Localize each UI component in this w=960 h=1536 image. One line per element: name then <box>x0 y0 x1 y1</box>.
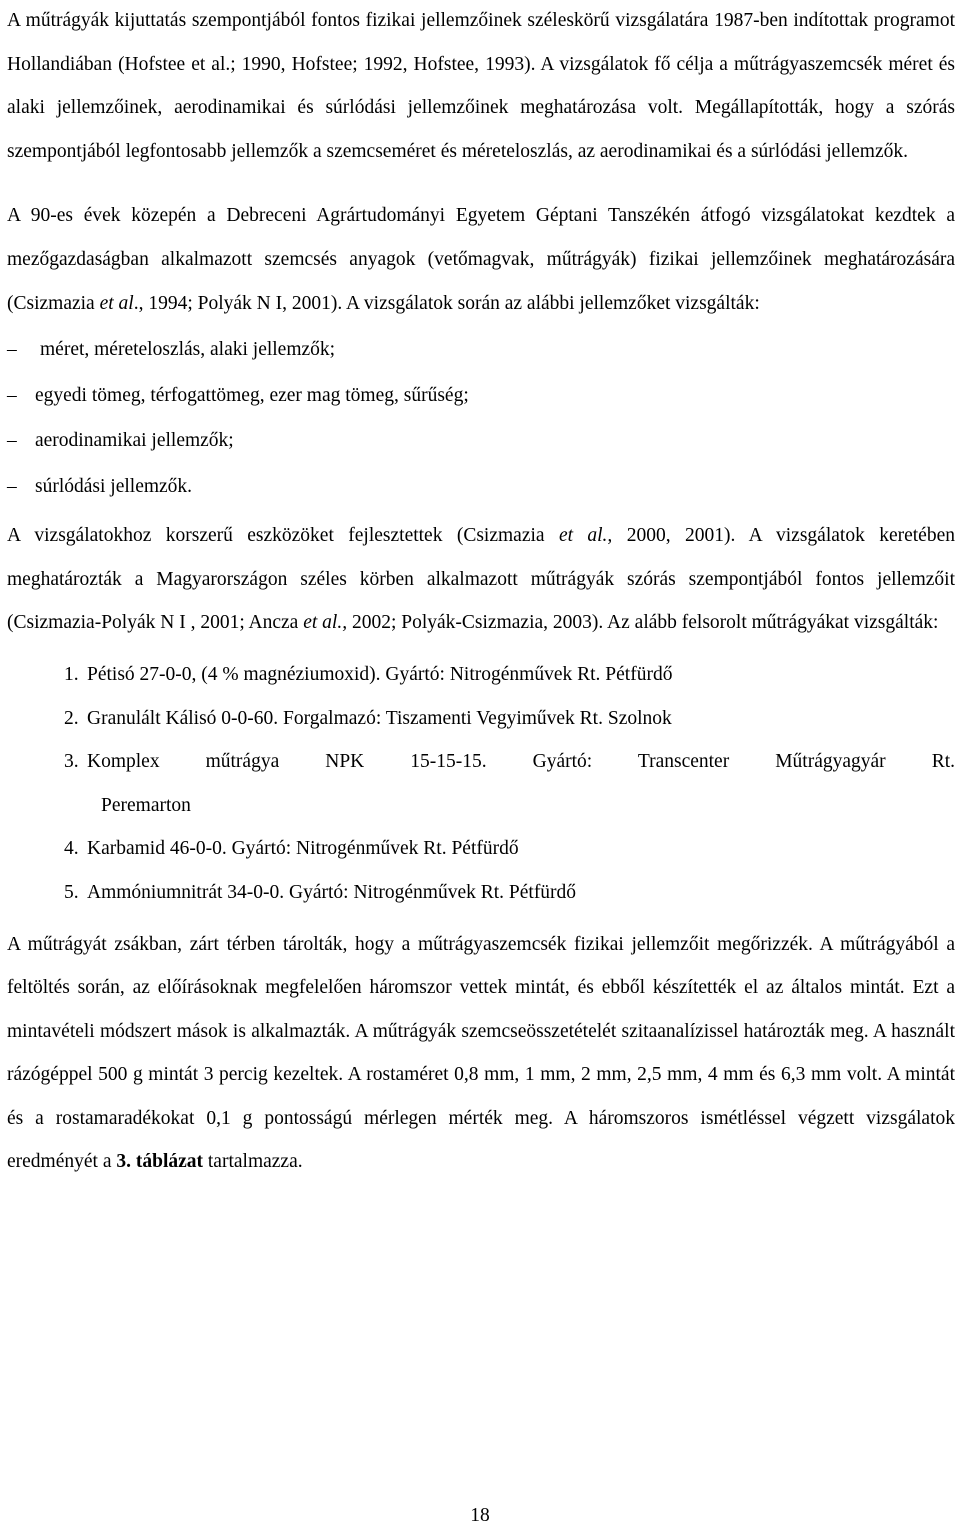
list-item-text: egyedi tömeg, térfogattömeg, ezer mag tömeg, sűrűség; <box>35 384 469 406</box>
list-item <box>7 327 955 373</box>
dash-list <box>7 327 955 509</box>
list-number: 4. <box>64 838 79 860</box>
list-number: 5. <box>64 881 79 903</box>
dash-bullet: – <box>7 475 17 497</box>
list-item <box>64 653 955 697</box>
citation-et-al: et al., <box>558 525 613 547</box>
dash-bullet: – <box>7 339 17 361</box>
fertilizer-list <box>7 653 955 915</box>
list-item <box>7 464 955 510</box>
list-item-text: Komplex műtrágya NPK 15-15-15. Gyártó: Transcenter Műtrágyagyár Rt. <box>87 751 955 773</box>
list-item <box>7 418 955 464</box>
list-item <box>64 871 955 915</box>
list-number: 2. <box>64 707 79 729</box>
list-item-text: súrlódási jellemzők. <box>35 475 193 497</box>
list-item-text: Granulált Kálisó 0-0-60. Forgalmazó: Tiszamenti Vegyiművek Rt. Szolnok <box>87 707 672 729</box>
citation-et-al: et al <box>99 292 134 314</box>
list-item <box>64 697 955 741</box>
list-item-text: aerodinamikai jellemzők; <box>35 430 234 452</box>
list-item-text: Karbamid 46-0-0. Gyártó: Nitrogénművek Rt. Pétfürdő <box>87 838 519 860</box>
list-number: 3. <box>64 751 79 773</box>
list-item-continuation <box>64 784 955 828</box>
paragraph-text: A 90-es évek közepén a Debreceni Agrártudományi Egyetem Géptani Tanszékén átfogó vizsgálatokat kezdtek a mezőgazdaságban alkalmazott szemcsés anyagok (vetőmagvak, műtrágyák) fizikai jellemzőinek meghatározására (Csizmazia <box>7 205 955 314</box>
paragraph-debrecen-studies <box>7 194 955 325</box>
paragraph-text: 2000, 2001). A vizsgálatok keretében meghatározták a Magyarországon széles körben alkalmazott műtrágyák szórás szempontjából fontos jellemzőit (Csizmazia-Polyák N I , 2001; Ancza <box>7 525 955 634</box>
citation-et-al: et al., <box>303 612 348 634</box>
list-item-text: Ammóniumnitrát 34-0-0. Gyártó: Nitrogénművek Rt. Pétfürdő <box>87 881 577 903</box>
list-item <box>64 740 955 784</box>
list-item-text: Pétisó 27-0-0, (4 % magnéziumoxid). Gyártó: Nitrogénművek Rt. Pétfürdő <box>87 663 673 685</box>
list-item <box>64 827 955 871</box>
dash-bullet: – <box>7 430 17 452</box>
document-page <box>7 0 955 1184</box>
paragraph-text: tartalmazza. <box>203 1151 303 1173</box>
paragraph-text: A műtrágyák kijuttatás szempontjából fontos fizikai jellemzőinek széleskörű vizsgálatára 1987-ben indítottak programot Hollandiában (Hofstee et al.; 1990, Hofstee; 1992, Hofstee, 1993). A vizsgálatok fő célja a műtrágyaszemcsék méret és alaki jellemzőinek, aerodinamikai és súrlódási jellemzőinek meghatározása volt. Megállapították, hogy a szórás szempontjából legfontosabb jellemzők a szemcseméret és méreteloszlás, az aerodinamikai és a súrlódási jellemzők. <box>7 10 955 162</box>
table-reference: 3. táblázat <box>116 1151 204 1173</box>
paragraph-text: ., 1994; Polyák N I, 2001). A vizsgálatok során az alábbi jellemzőket vizsgálták: <box>133 292 760 314</box>
paragraph-sampling-method <box>7 923 955 1185</box>
paragraph-text: A műtrágyát zsákban, zárt térben tárolták, hogy a műtrágyaszemcsék fizikai jellemzőit megőrizzék. A műtrágyából a feltöltés során, az előírásoknak megfelelően háromszor vettek mintát, és ebből készítették el az általos mintát. Ezt a mintavételi módszert mások is alkalmazták. A műtrágyák szemcseösszetételét szitaanalízissel határozták meg. A használt rázógéppel 500 g mintát 3 percig kezeltek. A rostaméret 0,8 mm, 1 mm, 2 mm, 2,5 mm, 4 mm és 6,3 mm volt. A mintát és a rostamaradékokat 0,1 g pontosságú mérlegen mérték meg. A háromszoros ismétléssel végzett vizsgálatok eredményét a <box>7 933 955 1173</box>
page-number: 18 <box>470 1505 490 1526</box>
list-item <box>7 373 955 419</box>
list-item-text: Peremarton <box>101 794 191 816</box>
paragraph-hollandia-program <box>7 0 955 173</box>
paragraph-text: 2002; Polyák-Csizmazia, 2003). Az alább felsorolt műtrágyákat vizsgálták: <box>347 612 939 634</box>
paragraph-text: A vizsgálatokhoz korszerű eszközöket fejlesztettek (Csizmazia <box>7 525 559 547</box>
list-number: 1. <box>64 663 79 685</box>
list-item-text: méret, méreteloszlás, alaki jellemzők; <box>40 339 336 361</box>
paragraph-tools-developed <box>7 514 955 645</box>
dash-bullet: – <box>7 384 17 406</box>
